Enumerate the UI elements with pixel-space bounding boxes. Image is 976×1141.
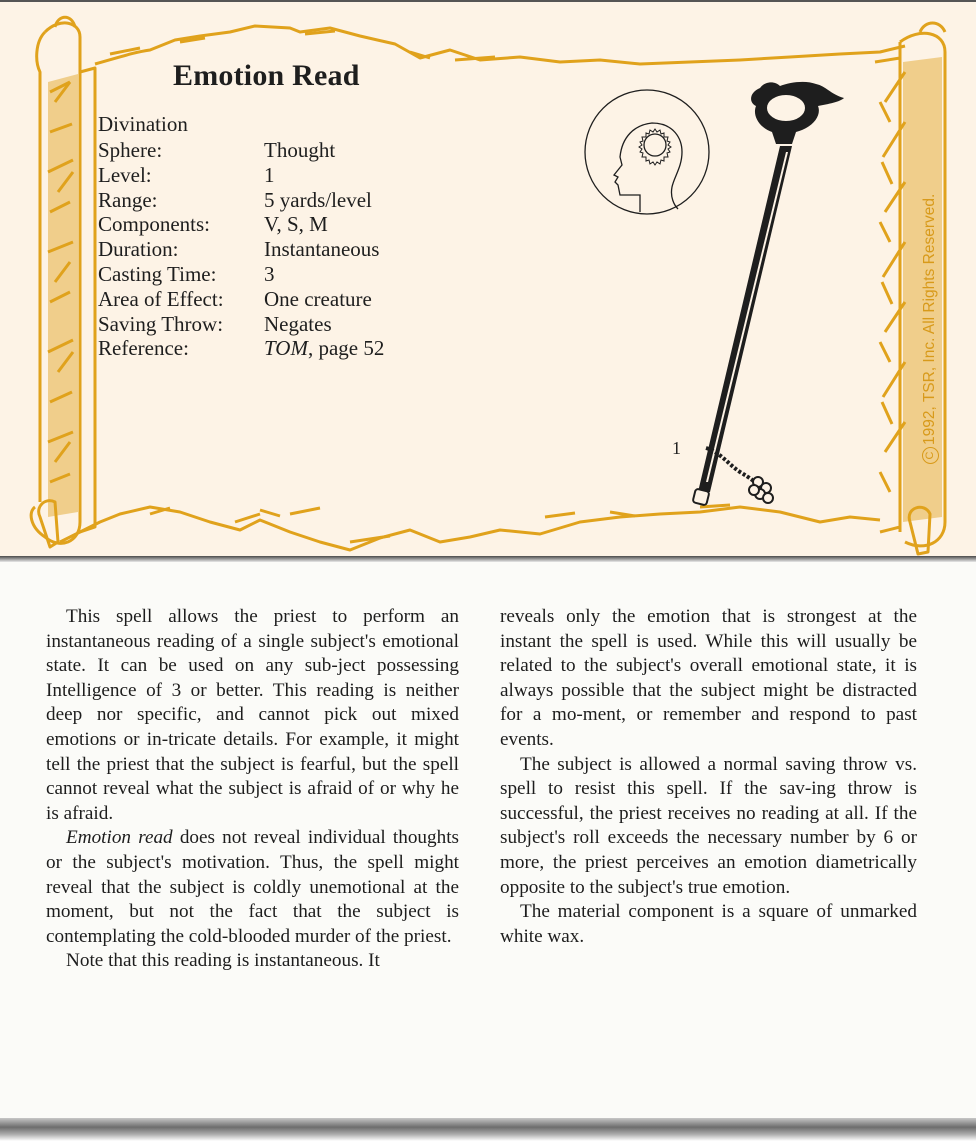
stat-label: Area of Effect: <box>98 286 224 311</box>
stat-row-level <box>98 163 384 188</box>
stat-value: Negates <box>264 311 332 336</box>
stat-label: Reference: <box>98 336 189 361</box>
stat-value: Thought <box>264 138 336 162</box>
stat-row-components <box>98 212 384 237</box>
paragraph: reveals only the emotion that is strongest at the instant the spell is used. While this will usually be related to the subject's overall emotional state, it is always possible that the subject might be distracted for a mo-ment, or remember and respond to past events. <box>500 606 917 750</box>
description-column-left <box>46 605 459 974</box>
stat-value: V, S, M <box>264 212 328 237</box>
stat-value: One creature <box>264 286 372 311</box>
spell-name-italic: Emotion read <box>66 827 173 849</box>
copyright-symbol-icon: C <box>922 447 939 464</box>
stat-row-reference <box>98 336 384 361</box>
stat-label: Range: <box>98 187 158 212</box>
description-column-right <box>500 605 917 949</box>
paragraph: The material component is a square of unmarked white wax. <box>500 901 917 947</box>
reference-page: , page 52 <box>307 336 385 361</box>
paragraph: The subject is allowed a normal saving throw vs. spell to resist this spell. If the sav-ing throw is successful, the priest receives no reading at all. If the subject's roll exceeds the necessary number by 6 or more, the priest perceives an emotion diametrically opposite to the subject's true emotion. <box>500 753 917 898</box>
reference-book: TOM <box>264 336 308 361</box>
spell-card <box>0 0 976 560</box>
paragraph-text: does not reveal individual thoughts or the subject's motivation. Thus, the spell might reveal that the subject is coldly unemotional at the moment, but not the fact that the subject is contemplating the cold-blooded murder of the priest. <box>46 827 459 947</box>
stat-row-saving-throw <box>98 312 384 337</box>
stat-label: Sphere: <box>98 138 163 162</box>
stat-value: 1 <box>264 162 275 187</box>
copyright-text: 1992, TSR, Inc. All Rights Reserved. <box>921 193 938 445</box>
stat-row-casting-time <box>98 262 384 287</box>
paragraph: Note that this reading is instantaneous. It <box>66 950 380 972</box>
stat-label: Components: <box>98 212 211 237</box>
spell-title: Emotion Read <box>173 59 360 92</box>
stat-value: 3 <box>264 261 275 286</box>
paragraph <box>46 826 459 949</box>
paragraph: This spell allows the priest to perform an instantaneous reading of a single subject's emotional state. It can be used on any sub-ject possessing Intelligence of 3 or better. This reading is neither deep nor specific, and cannot pick out mixed emotions or in-tricate details. For example, it might tell the priest that the subject is fearful, but the spell cannot reveal what the subject is afraid of or why he is afraid. <box>46 606 459 824</box>
stat-value: Instantaneous <box>264 237 380 262</box>
stat-row-range <box>98 188 384 213</box>
stat-label: Duration: <box>98 237 179 262</box>
stat-label: Saving Throw: <box>98 311 224 336</box>
stat-value <box>264 336 384 361</box>
stat-label: Level: <box>98 162 152 187</box>
priest-staff-icon <box>680 72 860 512</box>
page-bottom-edge <box>0 1118 976 1141</box>
card-number: 1 <box>672 438 681 458</box>
stat-value: 5 yards/level <box>264 187 372 212</box>
stat-label: Casting Time: <box>98 261 217 286</box>
spell-school: Divination <box>98 112 188 136</box>
stat-row-duration <box>98 237 384 262</box>
spell-stats <box>98 138 384 361</box>
copyright-notice <box>921 194 939 464</box>
stat-row-sphere <box>98 138 384 163</box>
stat-row-area-of-effect <box>98 287 384 312</box>
